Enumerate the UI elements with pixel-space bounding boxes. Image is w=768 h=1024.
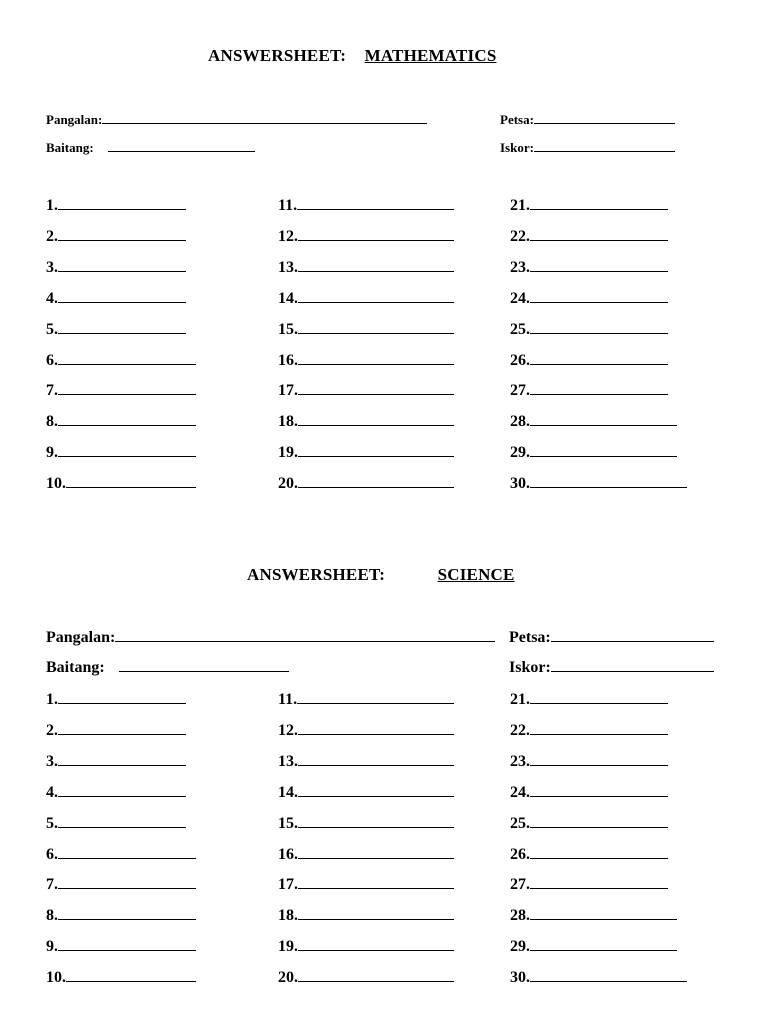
math-item-number: 30.: [510, 475, 530, 492]
science-answer-blank[interactable]: [530, 783, 668, 797]
science-item-number: 28.: [510, 907, 530, 924]
science-item-number: 19.: [278, 938, 298, 955]
math-answer-item: [278, 351, 454, 370]
science-grade-label: Baitang:: [46, 659, 105, 676]
math-answer-item: [46, 351, 196, 370]
math-item-number: 15.: [278, 321, 298, 338]
math-answer-blank[interactable]: [298, 381, 454, 395]
math-answer-blank[interactable]: [58, 381, 196, 395]
science-heading: ANSWERSHEET:: [247, 565, 386, 584]
math-item-number: 3.: [46, 259, 58, 276]
math-answer-item: [46, 474, 196, 493]
science-item-number: 16.: [278, 846, 298, 863]
science-answer-blank[interactable]: [530, 752, 668, 766]
science-answer-blank[interactable]: [298, 845, 454, 859]
math-answer-blank[interactable]: [530, 351, 668, 365]
math-answer-item: [46, 196, 186, 215]
math-subject: MATHEMATICS: [364, 46, 497, 65]
math-answer-blank[interactable]: [530, 474, 687, 488]
science-answer-item: [46, 845, 196, 864]
math-item-number: 14.: [278, 290, 298, 307]
science-answer-item: [278, 814, 454, 833]
science-title: [247, 565, 515, 585]
math-answer-blank[interactable]: [298, 351, 454, 365]
math-grade-field[interactable]: [108, 140, 255, 152]
math-answer-blank[interactable]: [530, 196, 668, 210]
science-answer-blank[interactable]: [298, 783, 454, 797]
math-item-number: 10.: [46, 475, 66, 492]
math-item-number: 28.: [510, 413, 530, 430]
math-grade-label: Baitang:: [46, 140, 94, 155]
math-answer-item: [510, 196, 668, 215]
science-answer-blank[interactable]: [530, 814, 668, 828]
science-item-number: 7.: [46, 876, 58, 893]
science-score-label: Iskor:: [509, 659, 551, 676]
math-name-field[interactable]: [102, 112, 427, 124]
science-item-number: 12.: [278, 722, 298, 739]
math-item-number: 25.: [510, 321, 530, 338]
math-title: [208, 46, 497, 66]
math-answer-blank[interactable]: [298, 227, 454, 241]
science-item-number: 2.: [46, 722, 58, 739]
science-score-row: [509, 658, 714, 677]
science-answer-blank[interactable]: [298, 937, 454, 951]
science-date-label: Petsa:: [509, 629, 551, 646]
science-answer-blank[interactable]: [298, 875, 454, 889]
science-answer-blank[interactable]: [298, 721, 454, 735]
math-answer-blank[interactable]: [530, 227, 668, 241]
math-answer-item: [46, 320, 186, 339]
math-item-number: 22.: [510, 228, 530, 245]
science-item-number: 3.: [46, 753, 58, 770]
science-score-field[interactable]: [551, 658, 714, 672]
science-answer-blank[interactable]: [58, 690, 186, 704]
math-item-number: 12.: [278, 228, 298, 245]
science-answer-blank[interactable]: [58, 906, 196, 920]
math-answer-blank[interactable]: [297, 196, 454, 210]
math-item-number: 18.: [278, 413, 298, 430]
math-answer-item: [510, 227, 668, 246]
science-item-number: 29.: [510, 938, 530, 955]
math-answer-item: [278, 196, 454, 215]
math-answer-blank[interactable]: [58, 320, 186, 334]
science-item-number: 4.: [46, 784, 58, 801]
science-answer-item: [510, 721, 668, 740]
science-answer-item: [510, 906, 677, 925]
math-answer-item: [278, 381, 454, 400]
science-item-number: 13.: [278, 753, 298, 770]
science-answer-item: [46, 752, 186, 771]
science-answer-item: [46, 937, 196, 956]
science-name-field[interactable]: [115, 628, 495, 642]
science-answer-blank[interactable]: [298, 814, 454, 828]
science-subject: SCIENCE: [437, 565, 515, 584]
science-answer-blank[interactable]: [530, 937, 677, 951]
science-answer-item: [510, 783, 668, 802]
math-answer-item: [46, 227, 186, 246]
math-item-number: 13.: [278, 259, 298, 276]
math-answer-item: [46, 258, 186, 277]
science-answer-item: [510, 937, 677, 956]
math-name-label: Pangalan:: [46, 112, 103, 127]
math-score-field[interactable]: [534, 140, 675, 152]
math-answer-item: [510, 443, 677, 462]
science-name-row: [46, 628, 495, 647]
math-item-number: 11.: [278, 197, 298, 214]
science-item-number: 14.: [278, 784, 298, 801]
math-answer-blank[interactable]: [530, 412, 677, 426]
math-answer-item: [510, 320, 668, 339]
science-answer-blank[interactable]: [58, 875, 196, 889]
science-answer-blank[interactable]: [530, 690, 668, 704]
math-score-label: Iskor:: [500, 140, 534, 155]
math-answer-item: [510, 289, 668, 308]
math-item-number: 9.: [46, 444, 58, 461]
science-answer-item: [46, 814, 186, 833]
math-date-row: [500, 112, 675, 128]
science-answer-blank[interactable]: [530, 845, 668, 859]
science-answer-item: [278, 845, 454, 864]
math-item-number: 5.: [46, 321, 58, 338]
science-answer-blank[interactable]: [530, 906, 677, 920]
science-answer-blank[interactable]: [58, 721, 186, 735]
science-item-number: 20.: [278, 969, 298, 986]
science-answer-item: [46, 783, 186, 802]
science-answer-item: [46, 906, 196, 925]
science-answer-blank[interactable]: [58, 937, 196, 951]
math-answer-blank[interactable]: [58, 196, 186, 210]
math-item-number: 2.: [46, 228, 58, 245]
science-answer-item: [278, 906, 454, 925]
science-item-number: 9.: [46, 938, 58, 955]
science-grade-field[interactable]: [119, 658, 289, 672]
math-answer-item: [278, 289, 454, 308]
math-item-number: 21.: [510, 197, 530, 214]
math-answer-blank[interactable]: [58, 258, 186, 272]
science-answer-item: [278, 783, 454, 802]
science-item-number: 18.: [278, 907, 298, 924]
math-answer-item: [278, 412, 454, 431]
science-answer-blank[interactable]: [298, 968, 454, 982]
science-answer-item: [46, 721, 186, 740]
math-answer-blank[interactable]: [530, 289, 668, 303]
math-answer-blank[interactable]: [298, 443, 454, 457]
math-answer-blank[interactable]: [58, 351, 196, 365]
math-answer-blank[interactable]: [58, 227, 186, 241]
math-answer-item: [510, 351, 668, 370]
science-answer-blank[interactable]: [58, 845, 196, 859]
math-answer-blank[interactable]: [298, 474, 454, 488]
science-answer-blank[interactable]: [530, 875, 668, 889]
math-answer-item: [510, 412, 677, 431]
math-grade-row: [46, 140, 255, 156]
science-item-number: 10.: [46, 969, 66, 986]
science-answer-item: [46, 968, 196, 987]
science-date-field[interactable]: [551, 628, 714, 642]
science-answer-item: [510, 690, 668, 709]
math-answer-item: [278, 320, 454, 339]
math-item-number: 26.: [510, 352, 530, 369]
math-answer-blank[interactable]: [58, 289, 186, 303]
math-score-row: [500, 140, 675, 156]
math-item-number: 27.: [510, 382, 530, 399]
science-item-number: 15.: [278, 815, 298, 832]
science-item-number: 1.: [46, 691, 58, 708]
science-item-number: 26.: [510, 846, 530, 863]
science-answer-blank[interactable]: [58, 814, 186, 828]
math-item-number: 29.: [510, 444, 530, 461]
science-answer-blank[interactable]: [58, 752, 186, 766]
science-answer-blank[interactable]: [530, 968, 687, 982]
science-grade-row: [46, 658, 289, 677]
science-answer-item: [46, 875, 196, 894]
math-answer-item: [510, 474, 687, 493]
science-answer-item: [510, 968, 687, 987]
science-item-number: 17.: [278, 876, 298, 893]
math-item-number: 8.: [46, 413, 58, 430]
science-item-number: 5.: [46, 815, 58, 832]
math-answer-blank[interactable]: [298, 289, 454, 303]
math-item-number: 1.: [46, 197, 58, 214]
science-date-row: [509, 628, 714, 647]
science-answer-item: [278, 752, 454, 771]
science-answer-item: [510, 752, 668, 771]
math-item-number: 6.: [46, 352, 58, 369]
math-answer-item: [278, 227, 454, 246]
math-heading: ANSWERSHEET:: [208, 46, 347, 65]
math-answer-item: [278, 258, 454, 277]
math-answer-item: [46, 443, 196, 462]
science-answer-item: [510, 845, 668, 864]
math-answer-blank[interactable]: [530, 320, 668, 334]
math-answer-item: [46, 412, 196, 431]
science-answer-item: [510, 814, 668, 833]
math-name-row: [46, 112, 427, 128]
math-answer-blank[interactable]: [298, 412, 454, 426]
math-answer-item: [510, 381, 668, 400]
math-answer-blank[interactable]: [66, 474, 196, 488]
math-answer-blank[interactable]: [298, 258, 454, 272]
math-item-number: 17.: [278, 382, 298, 399]
science-item-number: 27.: [510, 876, 530, 893]
science-item-number: 8.: [46, 907, 58, 924]
science-item-number: 22.: [510, 722, 530, 739]
science-answer-item: [46, 690, 186, 709]
science-item-number: 30.: [510, 969, 530, 986]
math-item-number: 4.: [46, 290, 58, 307]
science-answer-item: [278, 968, 454, 987]
science-answer-blank[interactable]: [530, 721, 668, 735]
science-answer-item: [278, 690, 454, 709]
math-item-number: 24.: [510, 290, 530, 307]
science-answer-item: [278, 937, 454, 956]
science-answer-item: [510, 875, 668, 894]
science-answer-item: [278, 875, 454, 894]
math-answer-item: [46, 289, 186, 308]
math-answer-item: [510, 258, 668, 277]
science-item-number: 24.: [510, 784, 530, 801]
math-item-number: 7.: [46, 382, 58, 399]
math-answer-item: [46, 381, 196, 400]
math-item-number: 20.: [278, 475, 298, 492]
science-answer-blank[interactable]: [66, 968, 196, 982]
math-answer-item: [278, 443, 454, 462]
science-item-number: 6.: [46, 846, 58, 863]
science-answer-blank[interactable]: [297, 690, 454, 704]
math-answer-blank[interactable]: [58, 412, 196, 426]
math-answer-blank[interactable]: [530, 443, 677, 457]
science-answer-blank[interactable]: [58, 783, 186, 797]
science-answer-item: [278, 721, 454, 740]
science-item-number: 21.: [510, 691, 530, 708]
math-answer-item: [278, 474, 454, 493]
math-date-field[interactable]: [534, 112, 675, 124]
math-answer-blank[interactable]: [298, 320, 454, 334]
math-item-number: 19.: [278, 444, 298, 461]
math-item-number: 16.: [278, 352, 298, 369]
science-item-number: 11.: [278, 691, 298, 708]
math-answer-blank[interactable]: [530, 381, 668, 395]
math-date-label: Petsa:: [500, 112, 534, 127]
science-item-number: 23.: [510, 753, 530, 770]
science-item-number: 25.: [510, 815, 530, 832]
science-name-label: Pangalan:: [46, 629, 116, 646]
science-answer-blank[interactable]: [298, 906, 454, 920]
science-answer-blank[interactable]: [298, 752, 454, 766]
math-answer-blank[interactable]: [58, 443, 196, 457]
math-answer-blank[interactable]: [530, 258, 668, 272]
math-item-number: 23.: [510, 259, 530, 276]
